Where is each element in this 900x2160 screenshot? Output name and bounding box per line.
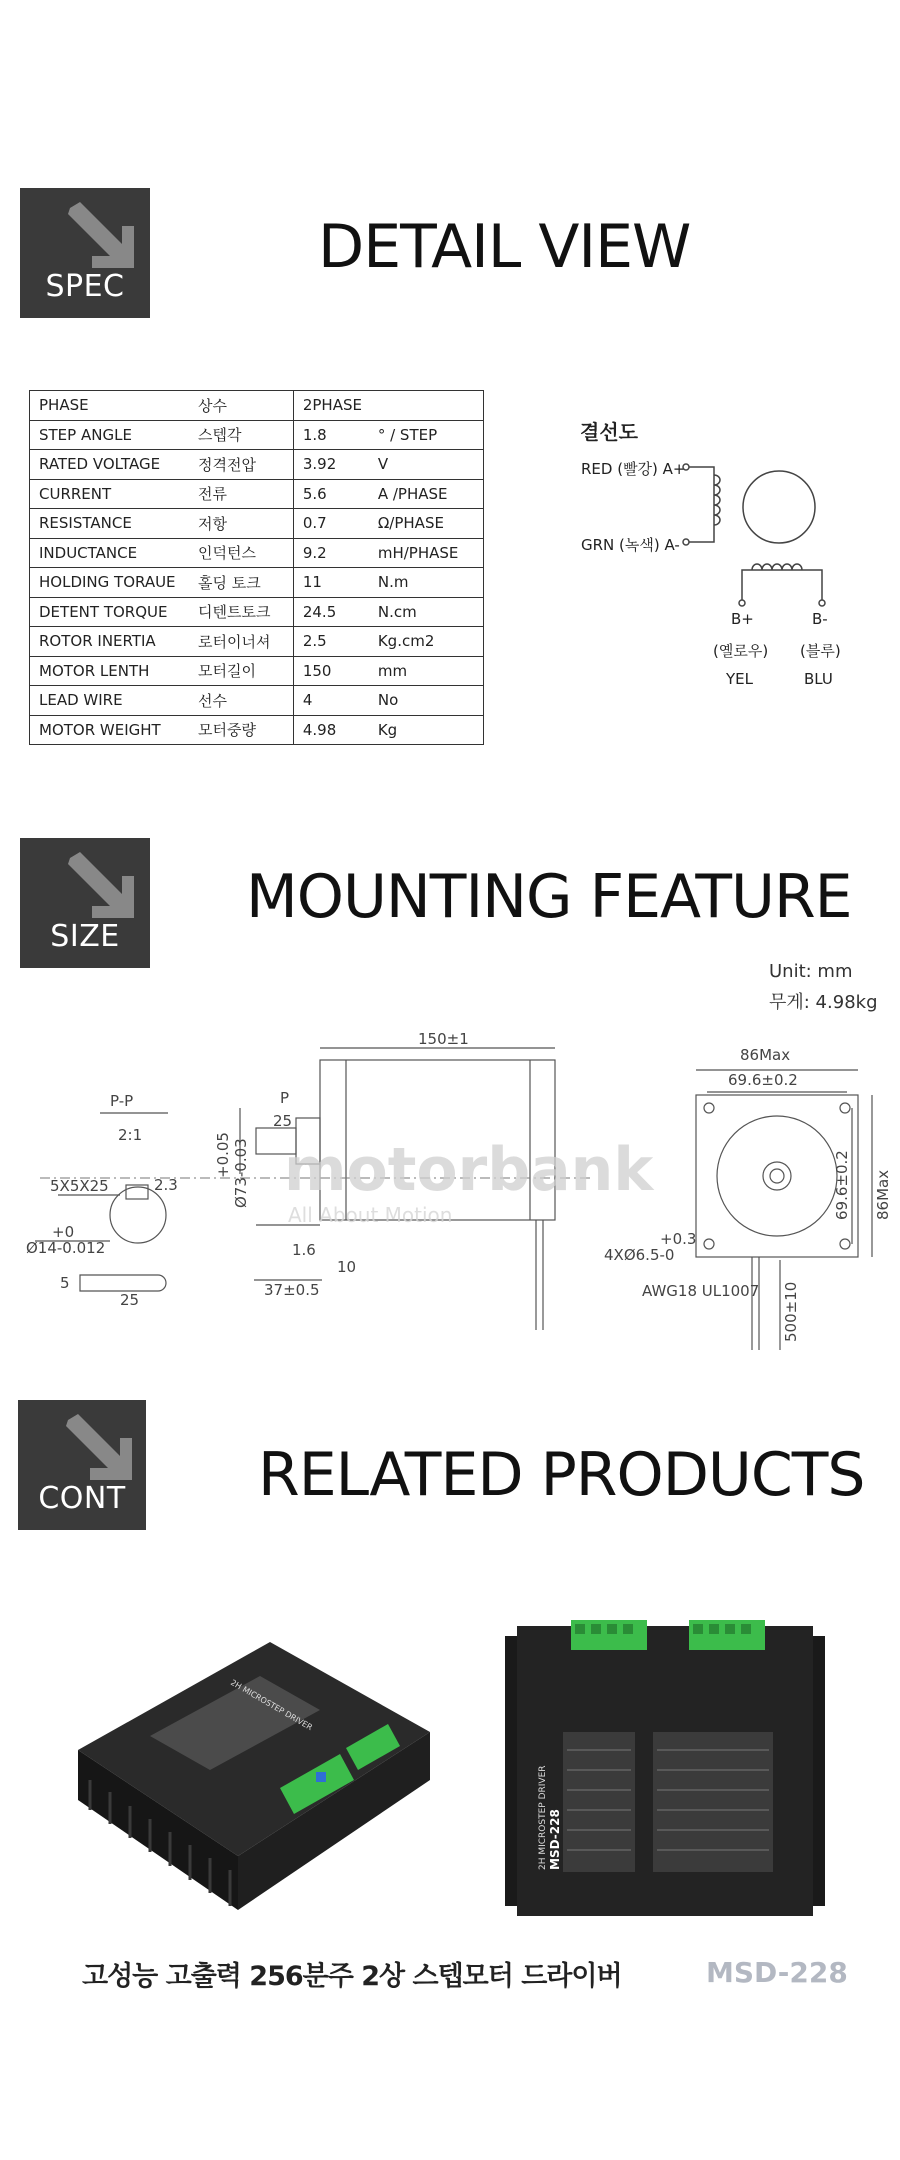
dim-hole-pitch: 69.6±0.2	[728, 1071, 798, 1089]
spec-value-cell: 2.5	[293, 627, 369, 657]
dim-p-mark: P	[280, 1089, 290, 1107]
dim-flange-t: 1.6	[292, 1241, 316, 1259]
spec-unit-cell: V	[369, 450, 484, 480]
cont-badge-label: CONT	[38, 1481, 126, 1516]
product-image-driver-angled	[70, 1620, 440, 1920]
section-title-mounting-feature: MOUNTING FEATURE	[246, 862, 852, 932]
spec-ko-cell: 모터중량	[189, 715, 293, 745]
spec-row	[30, 420, 484, 450]
spec-ko-cell: 정격전압	[189, 450, 293, 480]
wiring-b-minus-color: BLU	[804, 670, 833, 688]
arrow-down-right-icon	[64, 852, 154, 924]
spec-value-cell: 11	[293, 568, 369, 598]
driver-label-top: 2H MICROSTEP DRIVER	[538, 1765, 548, 1870]
wiring-b-minus-ko: (블루)	[800, 642, 841, 660]
spec-name-cell: MOTOR WEIGHT	[30, 715, 190, 745]
dim-body-width: 86Max	[740, 1046, 791, 1064]
spec-name-cell: STEP ANGLE	[30, 420, 190, 450]
spec-value-cell: 4	[293, 686, 369, 716]
dim-wire-len: 500±10	[782, 1281, 800, 1342]
driver-model-top: MSD-228	[548, 1809, 562, 1870]
spec-value-cell: 1.8	[293, 420, 369, 450]
spec-ko-cell: 인덕턴스	[189, 538, 293, 568]
spec-row	[30, 597, 484, 627]
spec-badge-label: SPEC	[45, 269, 125, 304]
spec-unit-cell: No	[369, 686, 484, 716]
spec-table-body	[30, 420, 484, 745]
spec-name-cell: CURRENT	[30, 479, 190, 509]
spec-name-cell: DETENT TORQUE	[30, 597, 190, 627]
spec-row	[30, 656, 484, 686]
spec-name-cell: MOTOR LENTH	[30, 656, 190, 686]
section-title-related-products: RELATED PRODUCTS	[258, 1440, 865, 1510]
spec-name-cell: RESISTANCE	[30, 509, 190, 539]
dim-key: 5X5X25	[50, 1177, 109, 1195]
spec-name-cell: LEAD WIRE	[30, 686, 190, 716]
spec-value-cell: 5.6	[293, 479, 369, 509]
wiring-title: 결선도	[580, 420, 638, 444]
spec-header-ko: 상수	[189, 391, 293, 421]
dim-hole-pitch-v: 69.6±0.2	[833, 1150, 851, 1220]
spec-row	[30, 538, 484, 568]
spec-row	[30, 686, 484, 716]
spec-ko-cell: 모터길이	[189, 656, 293, 686]
wiring-a-plus-label: RED (빨강) A+	[581, 460, 686, 478]
spec-badge	[20, 188, 150, 318]
spec-name-cell: RATED VOLTAGE	[30, 450, 190, 480]
spec-name-cell: HOLDING TORAUE	[30, 568, 190, 598]
spec-row	[30, 568, 484, 598]
spec-row	[30, 479, 484, 509]
spec-row	[30, 627, 484, 657]
spec-value-cell: 150	[293, 656, 369, 686]
dim-shaft-total: 37±0.5	[264, 1281, 320, 1299]
dim-boss-dia: Ø73-0.03	[232, 1138, 250, 1208]
driver-label-angled: 2H MICROSTEP DRIVER	[229, 1677, 314, 1733]
weight-label: 무게: 4.98kg	[769, 992, 878, 1013]
watermark-logo: motorbank	[284, 1135, 654, 1205]
wiring-b-plus-label: B+	[731, 610, 754, 628]
size-badge	[20, 838, 150, 968]
dim-holes: 4XØ6.5-0	[604, 1246, 675, 1264]
spec-unit-cell: Kg	[369, 715, 484, 745]
arrow-down-right-icon	[62, 1414, 152, 1486]
spec-name-cell: INDUCTANCE	[30, 538, 190, 568]
spec-value-cell: 3.92	[293, 450, 369, 480]
spec-value-cell: 4.98	[293, 715, 369, 745]
spec-row	[30, 715, 484, 745]
spec-unit-cell: N.m	[369, 568, 484, 598]
wiring-a-minus-label: GRN (녹색) A-	[581, 536, 680, 554]
spec-ko-cell: 로터이너셔	[189, 627, 293, 657]
wiring-b-minus-label: B-	[812, 610, 828, 628]
spec-unit-cell: Ω/PHASE	[369, 509, 484, 539]
spec-header-row	[30, 391, 484, 421]
spec-ko-cell: 홀딩 토크	[189, 568, 293, 598]
dim-key-w: 5	[60, 1274, 70, 1292]
section-title-detail-view: DETAIL VIEW	[318, 212, 691, 282]
spec-value-cell: 0.7	[293, 509, 369, 539]
dim-wire: AWG18 UL1007	[642, 1282, 760, 1300]
unit-label: Unit: mm	[769, 961, 853, 982]
dim-flange-10: 10	[337, 1258, 357, 1276]
spec-unit-cell: mH/PHASE	[369, 538, 484, 568]
spec-unit-cell: ° / STEP	[369, 420, 484, 450]
dim-shaft-dia: Ø14-0.012	[26, 1239, 106, 1257]
spec-ko-cell: 스텝각	[189, 420, 293, 450]
dim-pp: P-P	[110, 1092, 134, 1110]
spec-header-name: PHASE	[30, 391, 190, 421]
dim-key-depth: 2.3	[154, 1176, 178, 1194]
spec-table	[29, 390, 484, 745]
arrow-down-right-icon	[64, 202, 154, 274]
dim-length: 150±1	[418, 1030, 469, 1048]
cont-badge	[18, 1400, 146, 1530]
spec-row	[30, 450, 484, 480]
spec-ko-cell: 디텐트토크	[189, 597, 293, 627]
spec-unit-cell: mm	[369, 656, 484, 686]
product-caption: 고성능 고출력 256분주 2상 스텝모터 드라이버	[82, 1961, 622, 1992]
product-model: MSD-228	[706, 1956, 848, 1989]
spec-row	[30, 509, 484, 539]
spec-name-cell: ROTOR INERTIA	[30, 627, 190, 657]
dim-holes-tol: +0.3	[660, 1230, 697, 1248]
spec-header-value: 2PHASE	[293, 391, 483, 421]
dim-body-height: 86Max	[874, 1169, 892, 1220]
spec-unit-cell: N.cm	[369, 597, 484, 627]
spec-unit-cell: A /PHASE	[369, 479, 484, 509]
watermark-subtitle: All About Motion	[288, 1203, 453, 1227]
spec-ko-cell: 전류	[189, 479, 293, 509]
dim-shaft-tol: +0	[52, 1223, 75, 1241]
dim-boss-tol: +0.05	[214, 1132, 232, 1178]
wiring-b-plus-color: YEL	[726, 670, 753, 688]
spec-ko-cell: 선수	[189, 686, 293, 716]
spec-value-cell: 9.2	[293, 538, 369, 568]
mounting-drawing	[0, 1030, 900, 1350]
dim-key-len: 25	[120, 1291, 140, 1309]
wiring-diagram	[676, 455, 886, 615]
size-badge-label: SIZE	[50, 919, 120, 954]
wiring-b-plus-ko: (옐로우)	[713, 642, 769, 660]
product-image-driver-top	[505, 1620, 845, 1920]
spec-ko-cell: 저항	[189, 509, 293, 539]
spec-unit-cell: Kg.cm2	[369, 627, 484, 657]
dim-scale: 2:1	[118, 1126, 143, 1144]
spec-value-cell: 24.5	[293, 597, 369, 627]
dim-shaft-len: 25	[273, 1112, 293, 1130]
